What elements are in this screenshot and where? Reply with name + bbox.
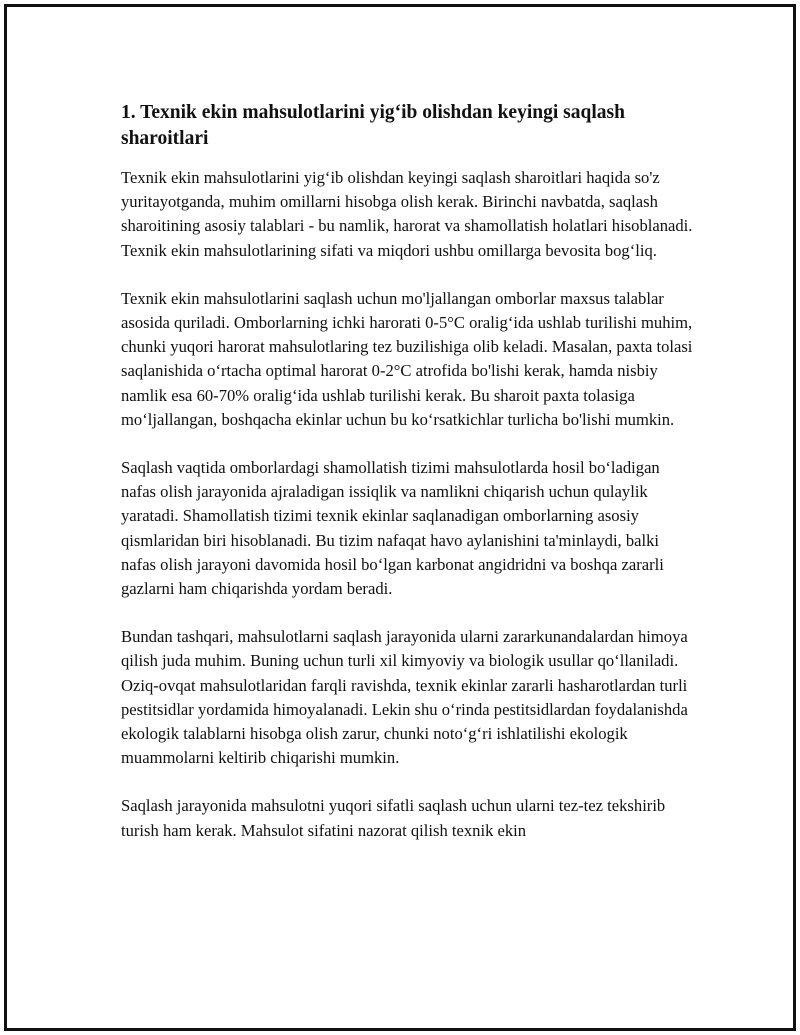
paragraph-warehouse-requirements: Texnik ekin mahsulotlarini saqlash uchun mo'ljallangan omborlar maxsus talablar asosida quriladi. Omborlarning ichki harorati 0-5°C oralig‘ida ushlab turilishi muhim, chunki yuqori harorat mahsulotlaring tez buzilishiga olib keladi. Masalan, paxta tolasi saqlanishida o‘rtacha optimal harorat 0-2°C atrofida bo'lishi kerak, hamda nisbiy namlik esa 60-70% oralig‘ida ushlab turilishi kerak. Bu sharoit paxta tolasiga mo‘ljallangan, boshqacha ekinlar uchun bu ko‘rsatkichlar turlicha bo'lishi mumkin. xyxy=(121,288,693,429)
paragraph-storage-conditions: Texnik ekin mahsulotlarini yig‘ib olishdan keyingi saqlash sharoitlari haqida so'z yuritayotganda, muhim omillarni hisobga olish kerak. Birinchi navbatda, saqlash sharoitining asosiy talablari - bu namlik, harorat va shamollatish holatlari hisoblanadi. Texnik ekin mahsulotlarining sifati va miqdori ushbu omillarga bevosita bog‘liq. xyxy=(121,168,693,260)
section-heading: 1. Texnik ekin mahsulotlarini yig‘ib olishdan keyingi saqlash sharoitlari xyxy=(121,102,625,149)
document-body xyxy=(121,100,695,867)
paragraph-quality-control: Saqlash jarayonida mahsulotni yuqori sifatli saqlash uchun ularni tez-tez tekshirib turish ham kerak. Mahsulot sifatini nazorat qilish texnik ekin xyxy=(121,796,666,840)
paragraph-ventilation: Saqlash vaqtida omborlardagi shamollatish tizimi mahsulotlarda hosil bo‘ladigan nafas olish jarayonida ajraladigan issiqlik va namlikni chiqarish uchun qulaylik yaratadi. Shamollatish tizimi texnik ekinlar saqlanadigan omborlarning asosiy qismlaridan biri hisoblanadi. Bu tizim nafaqat havo aylanishini ta'minlaydi, balki nafas olish jarayoni davomida hosil bo‘lgan karbonat angidridni va boshqa zararli gazlarni ham chiqarishda yordam beradi. xyxy=(121,458,664,599)
paragraph-pest-protection: Bundan tashqari, mahsulotlarni saqlash jarayonida ularni zararkunandalardan himoya qilish juda muhim. Buning uchun turli xil kimyoviy va biologik usullar qo‘llaniladi. Oziq-ovqat mahsulotlaridan farqli ravishda, texnik ekinlar zararli hasharotlardan turli pestitsidlar yordamida himoyalanadi. Lekin shu o‘rinda pestitsidlardan foydalanishda ekologik talablarni hisobga olish zarur, chunki noto‘g‘ri ishlatilishi ekologik muammolarni keltirib chiqarishi mumkin. xyxy=(121,627,688,768)
page-frame xyxy=(4,4,796,1031)
